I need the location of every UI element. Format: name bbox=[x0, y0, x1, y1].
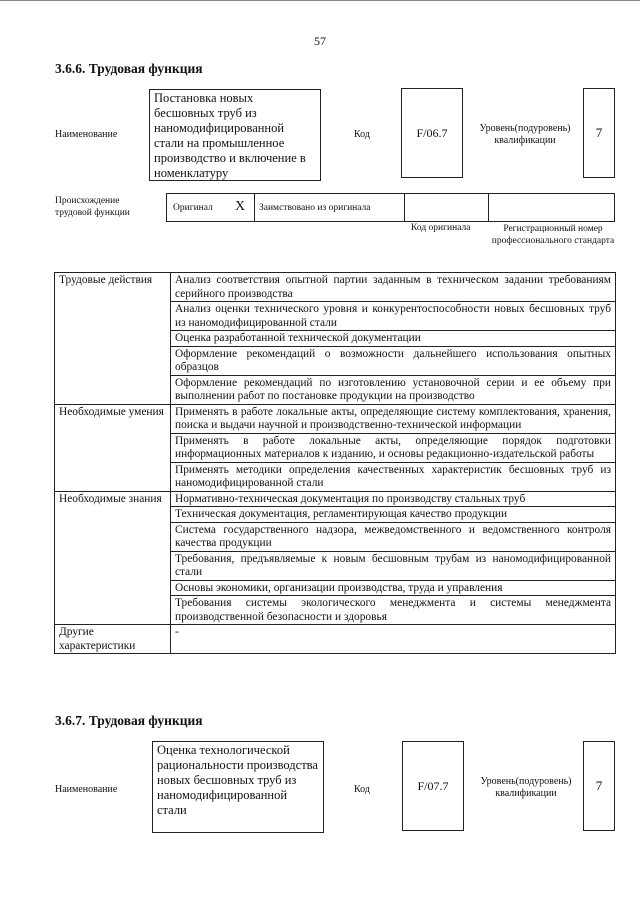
table-cell: Применять в работе локальные акты, определяющие систему комплектования, хранения, поиска и выдачи научной и производственно-технической информации bbox=[171, 404, 616, 433]
reg-number-label: Регистрационный номер профессионального стандарта bbox=[491, 224, 615, 246]
level-label: Уровень(подуровень) квалификации bbox=[479, 123, 571, 146]
divider bbox=[254, 194, 255, 221]
level-label: Уровень(подуровень) квалификации bbox=[480, 776, 572, 799]
table-cell: Оформление рекомендаций о возможности дальнейшего использования опытных образцов bbox=[171, 346, 616, 375]
table-cell: - bbox=[171, 625, 616, 654]
divider bbox=[488, 194, 489, 221]
function-table bbox=[54, 272, 616, 654]
function-name-box: Постановка новых бесшовных труб из наномодифицированной стали на промышленное производство и включение в номенклатуру bbox=[149, 89, 321, 181]
origin-label: Происхождение трудовой функции bbox=[55, 196, 130, 218]
top-rule bbox=[0, 0, 640, 1]
function-code-box: F/06.7 bbox=[401, 88, 463, 178]
page-number: 57 bbox=[314, 34, 326, 48]
table-row bbox=[55, 625, 616, 654]
name-label: Наименование bbox=[55, 129, 118, 140]
table-cell: Оценка разработанной технической документации bbox=[171, 331, 616, 347]
name-label: Наименование bbox=[55, 784, 118, 795]
table-cell: Анализ соответствия опытной партии заданным в техническом задании требованиям серийного производства bbox=[171, 273, 616, 302]
origin-borrowed: Заимствовано из оригинала bbox=[259, 203, 371, 213]
table-row bbox=[55, 273, 616, 302]
origin-original: Оригинал bbox=[173, 203, 213, 213]
table-cell: Применять в работе локальные акты, определяющие порядок подготовки информационных материалов к изданию, и основы редакционно-издательской работы bbox=[171, 433, 616, 462]
table-cell: Требования, предъявляемые к новым бесшовным трубам из наномодифицированной стали bbox=[171, 551, 616, 580]
table-cell: Нормативно-техническая документация по производству стальных труб bbox=[171, 491, 616, 507]
category-other: Другие характеристики bbox=[55, 625, 171, 654]
section-heading: 3.6.6. Трудовая функция bbox=[55, 61, 203, 76]
code-label: Код bbox=[354, 784, 370, 795]
level-value-box: 7 bbox=[583, 741, 615, 831]
origin-row bbox=[166, 193, 615, 222]
code-original-label: Код оригинала bbox=[411, 223, 471, 233]
table-cell: Требования системы экологического менеджмента и системы менеджмента производственной безопасности и здоровья bbox=[171, 596, 616, 625]
origin-mark: X bbox=[235, 199, 246, 214]
table-cell: Применять методики определения качественных характеристик бесшовных труб из наномодифицированной стали bbox=[171, 462, 616, 491]
divider bbox=[404, 194, 405, 221]
table-row bbox=[55, 491, 616, 507]
table-cell: Анализ оценки технического уровня и конкурентоспособности новых бесшовных труб из наномодифицированной стали bbox=[171, 302, 616, 331]
level-value-box: 7 bbox=[583, 88, 615, 178]
function-code-box: F/07.7 bbox=[402, 741, 464, 831]
table-row bbox=[55, 404, 616, 433]
table-cell: Система государственного надзора, межведомственного и ведомственного контроля качества продукции bbox=[171, 522, 616, 551]
code-label: Код bbox=[354, 129, 370, 140]
table-cell: Техническая документация, регламентирующая качество продукции bbox=[171, 507, 616, 523]
section-heading: 3.6.7. Трудовая функция bbox=[55, 713, 203, 728]
category-skills: Необходимые умения bbox=[55, 404, 171, 491]
category-knowledge: Необходимые знания bbox=[55, 491, 171, 625]
function-name-box: Оценка технологической рациональности производства новых бесшовных труб из наномодифицированной стали bbox=[152, 741, 324, 833]
category-actions: Трудовые действия bbox=[55, 273, 171, 405]
table-cell: Оформление рекомендаций по изготовлению установочной серии и ее объему при выполнении работ по постановке продукции на производство bbox=[171, 375, 616, 404]
table-cell: Основы экономики, организации производства, труда и управления bbox=[171, 580, 616, 596]
